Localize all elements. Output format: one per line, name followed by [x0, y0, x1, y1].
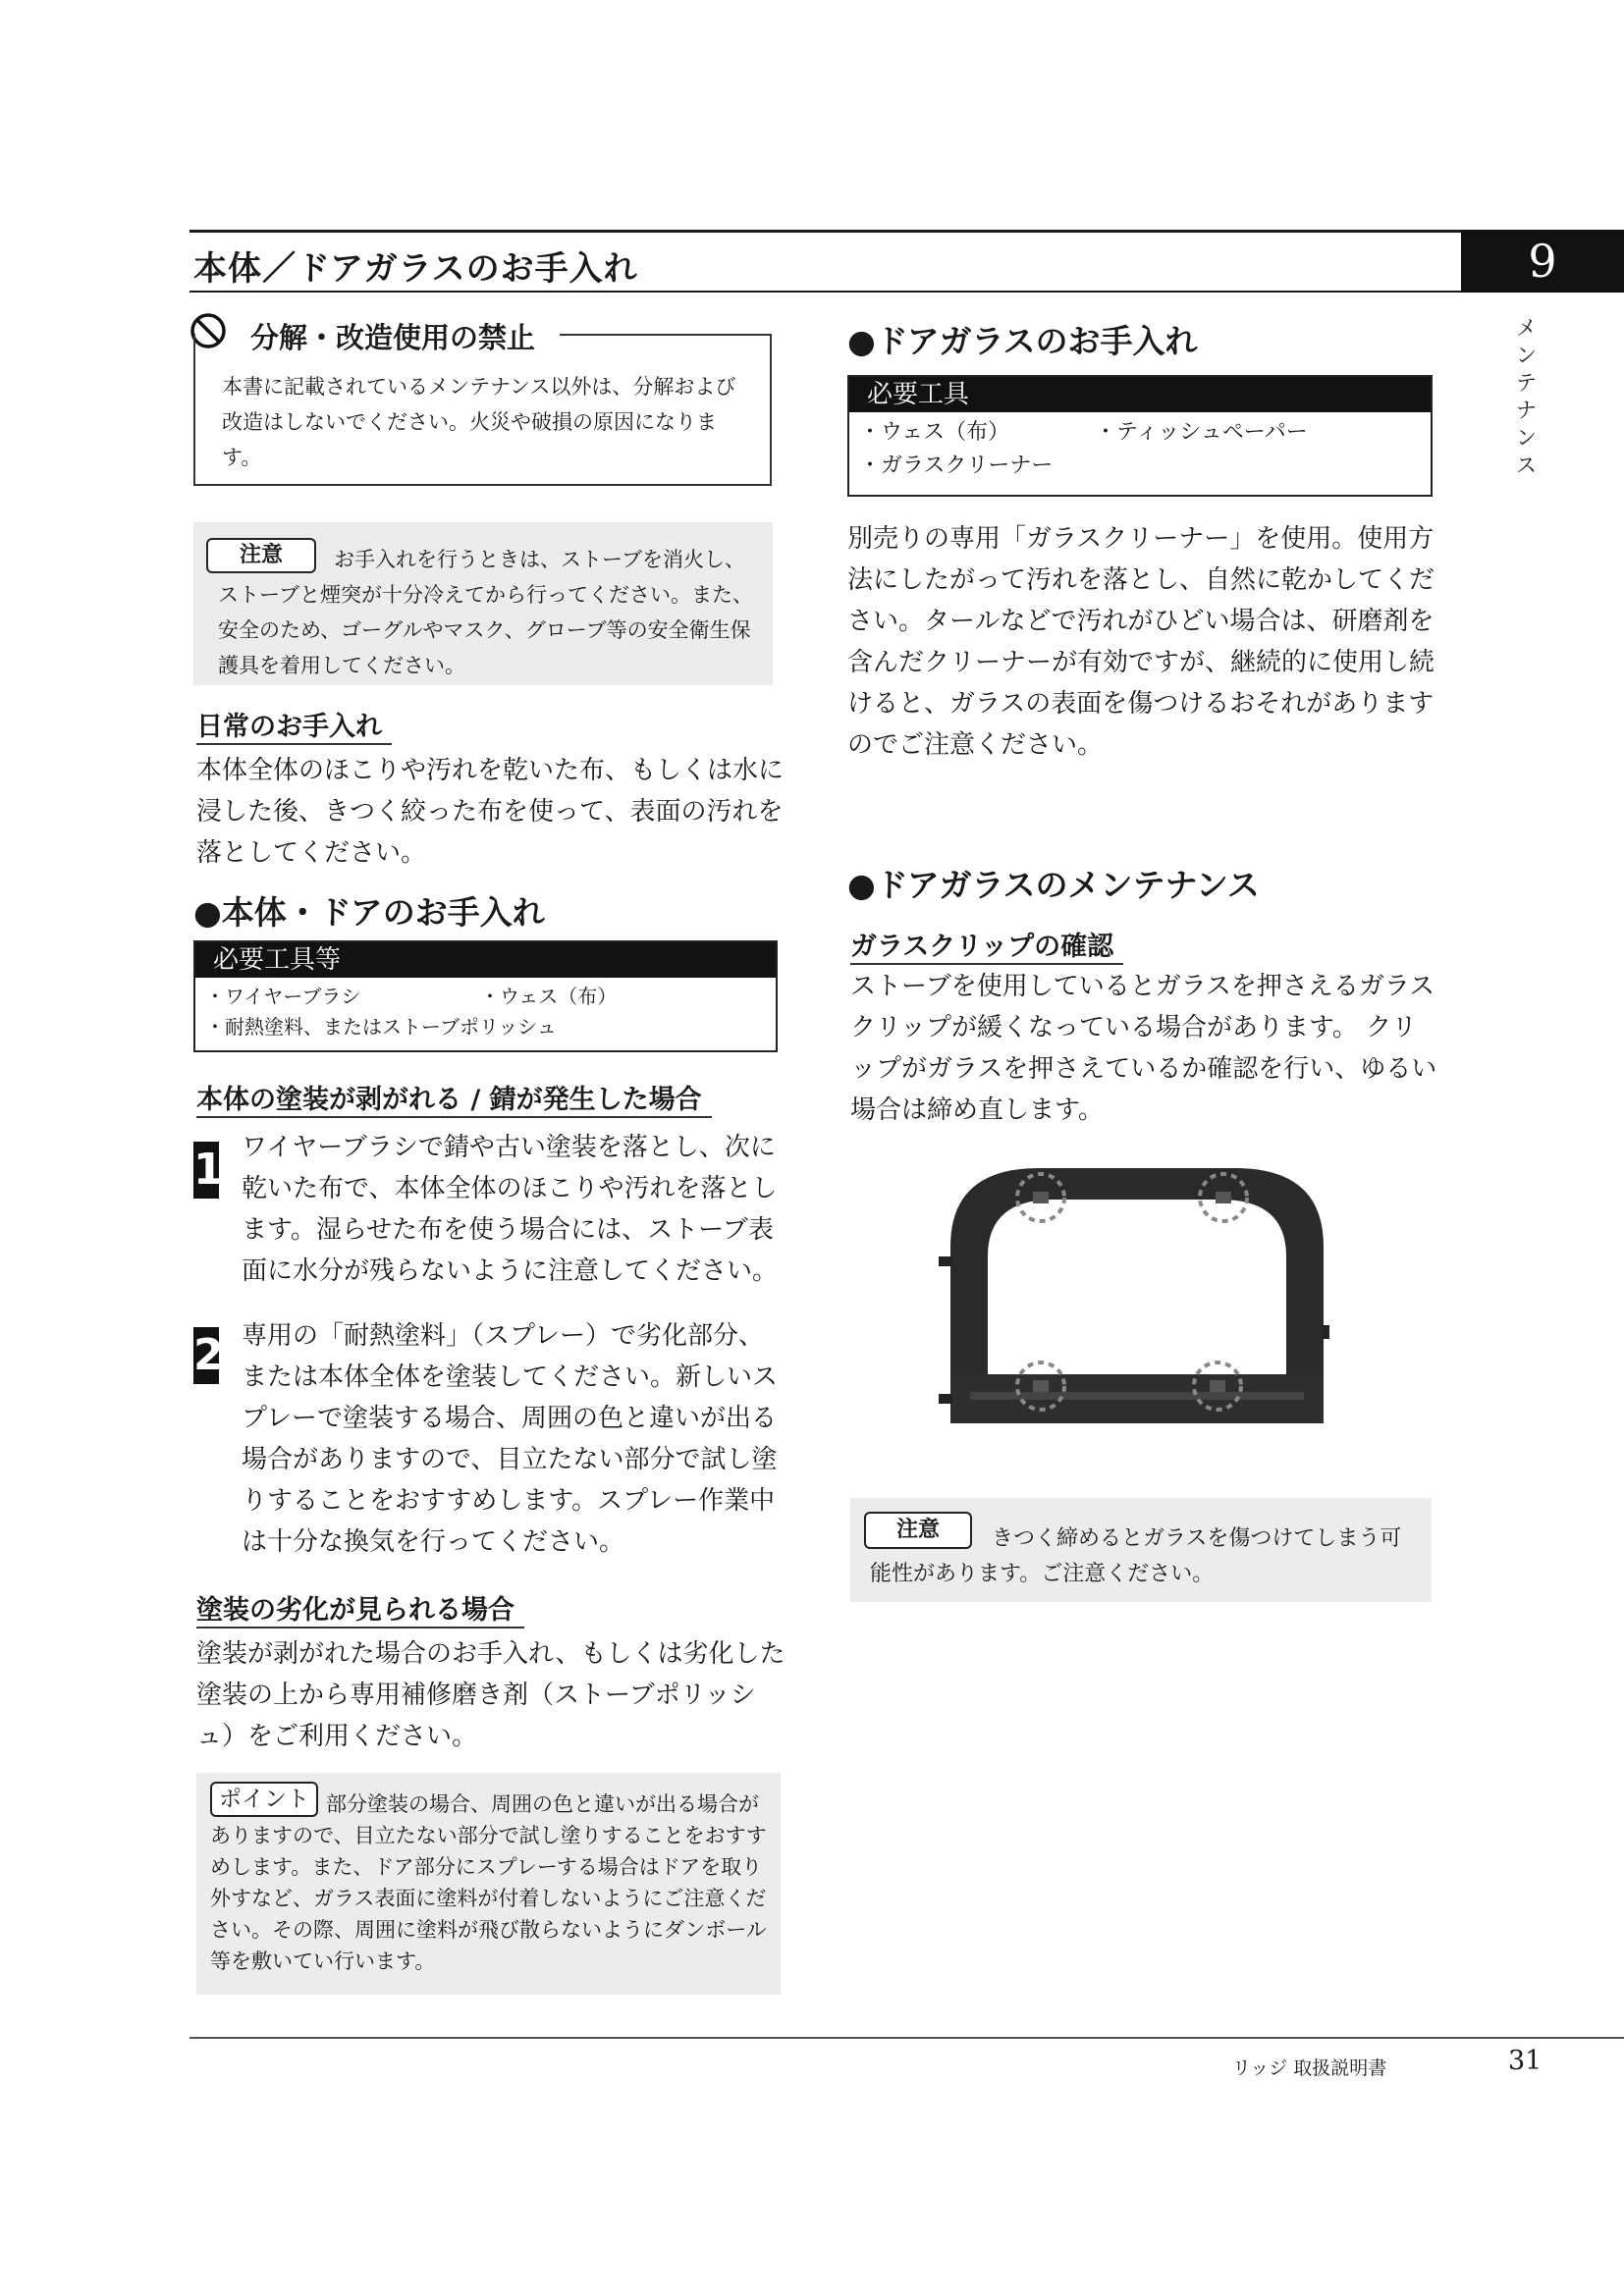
- glass-tool-item: ・ガラスクリーナー: [859, 454, 1054, 478]
- step-number: 2: [193, 1327, 219, 1384]
- point-text: 部分塗装の場合、周囲の色と違いが出る場合がありますので、目立たない部分で試し塗りすることをおすすめします。また、ドア部分にスプレーする場合はドアを取り外すなど、ガラス表面に塗料が付着しないようにご注意ください。その際、周囲に塗料が飛び散らないようにダンボール等を敷いてい行います。: [210, 1792, 767, 1973]
- glass-maint-title: ●ドアガラスのメンテナンス: [847, 866, 1260, 904]
- glass-clip-text: ストーブを使用しているとガラスを押さえるガラスクリップが緩くなっている場合があります。 クリップがガラスを押さえているか確認を行い、ゆるい場合は締め直します。: [850, 972, 1437, 1125]
- body-care-title: ●本体・ドアのお手入れ: [193, 893, 545, 932]
- glass-care-text: 別売りの専用「ガラスクリーナー」を使用。使用方法にしたがって汚れを落とし、自然に乾かしてください。タールなどで汚れがひどい場合は、研磨剤を含んだクリーナーが有効ですが、継続的に使用し続けると、ガラスの表面を傷つけるおそれがありますのでご注意ください。: [847, 524, 1435, 760]
- chapter-side-label: メンテナンス: [1512, 316, 1537, 481]
- glass-tool-item: ・ウェス（布）: [859, 420, 1010, 445]
- body-tools-box: [193, 940, 778, 1052]
- body-tools-header: 必要工具等: [195, 942, 776, 978]
- prohibited-title: 分解・改造使用の禁止: [250, 321, 536, 354]
- caution-tag-2: 注意: [864, 1512, 972, 1549]
- prohibited-text: 本書に記載されているメンテナンス以外は、分解および改造はしないでください。火災や破損の原因になります。: [222, 375, 736, 469]
- glass-tools-header: 必要工具: [849, 377, 1431, 412]
- caution-text: お手入れを行うときは、ストーブを消火し、ストーブと煙突が十分冷えてから行ってください。また、安全のため、ゴーグルやマスク、グローブ等の安全衛生保護具を着用してください。: [218, 548, 753, 677]
- footer-rule: [189, 2037, 1624, 2039]
- point-tag: ポイント: [210, 1782, 318, 1817]
- prohibited-box-topline: [560, 334, 772, 336]
- degrade-text: 塗装が剥がれた場合のお手入れ、もしくは劣化した塗装の上から専用補修磨き剤（ストーブポリッシュ）をご利用ください。: [196, 1639, 785, 1751]
- body-tool-item: ・ウェス（布）: [480, 985, 618, 1008]
- peel-rust-title: 本体の塗装が剥がれる / 錆が発生した場合: [196, 1078, 712, 1118]
- header-rule-bottom: [189, 291, 1624, 293]
- chapter-number: 9: [1461, 230, 1624, 293]
- degrade-title: 塗装の劣化が見られる場合: [196, 1588, 524, 1629]
- page-title: 本体／ドアガラスのお手入れ: [193, 249, 638, 289]
- caution-text-2: きつく締めるとガラスを傷つけてしまう可能性があります。ご注意ください。: [870, 1526, 1402, 1586]
- caution-tag: 注意: [206, 538, 316, 573]
- glass-tools-box: [847, 375, 1433, 497]
- door-glass-illustration: [931, 1139, 1343, 1453]
- step-text: ワイヤーブラシで錆や古い塗装を落とし、次に乾いた布で、本体全体のほこりや汚れを落とします。湿らせた布を使う場合には、ストーブ表面に水分が残らないように注意してください。: [242, 1133, 779, 1286]
- body-tool-item: ・耐熱塗料、またはストーブポリッシュ: [205, 1015, 557, 1039]
- footer-manual-name: リッジ 取扱説明書: [1232, 2057, 1387, 2079]
- glass-care-title: ●ドアガラスのお手入れ: [847, 322, 1198, 360]
- glass-tool-item: ・ティッシュペーパー: [1095, 420, 1308, 445]
- body-tool-item: ・ワイヤーブラシ: [205, 985, 361, 1008]
- step-text: 専用の「耐熱塗料」（スプレー）で劣化部分、または本体全体を塗装してください。新しいスプレーで塗装する場合、周囲の色と違いが出る場合がありますので、目立たない部分で試し塗りすることをおすすめします。スプレー作業中は十分な換気を行ってください。: [242, 1321, 779, 1557]
- glass-clip-title: ガラスクリップの確認: [850, 925, 1123, 965]
- daily-care-title: 日常のお手入れ: [196, 705, 392, 745]
- header-rule-top: [189, 230, 1624, 233]
- daily-care-text: 本体全体のほこりや汚れを乾いた布、もしくは水に浸した後、きつく絞った布を使って、表面の汚れを落としてください。: [196, 756, 785, 868]
- step-number: 1: [193, 1142, 219, 1199]
- page-number: 31: [1508, 2046, 1543, 2076]
